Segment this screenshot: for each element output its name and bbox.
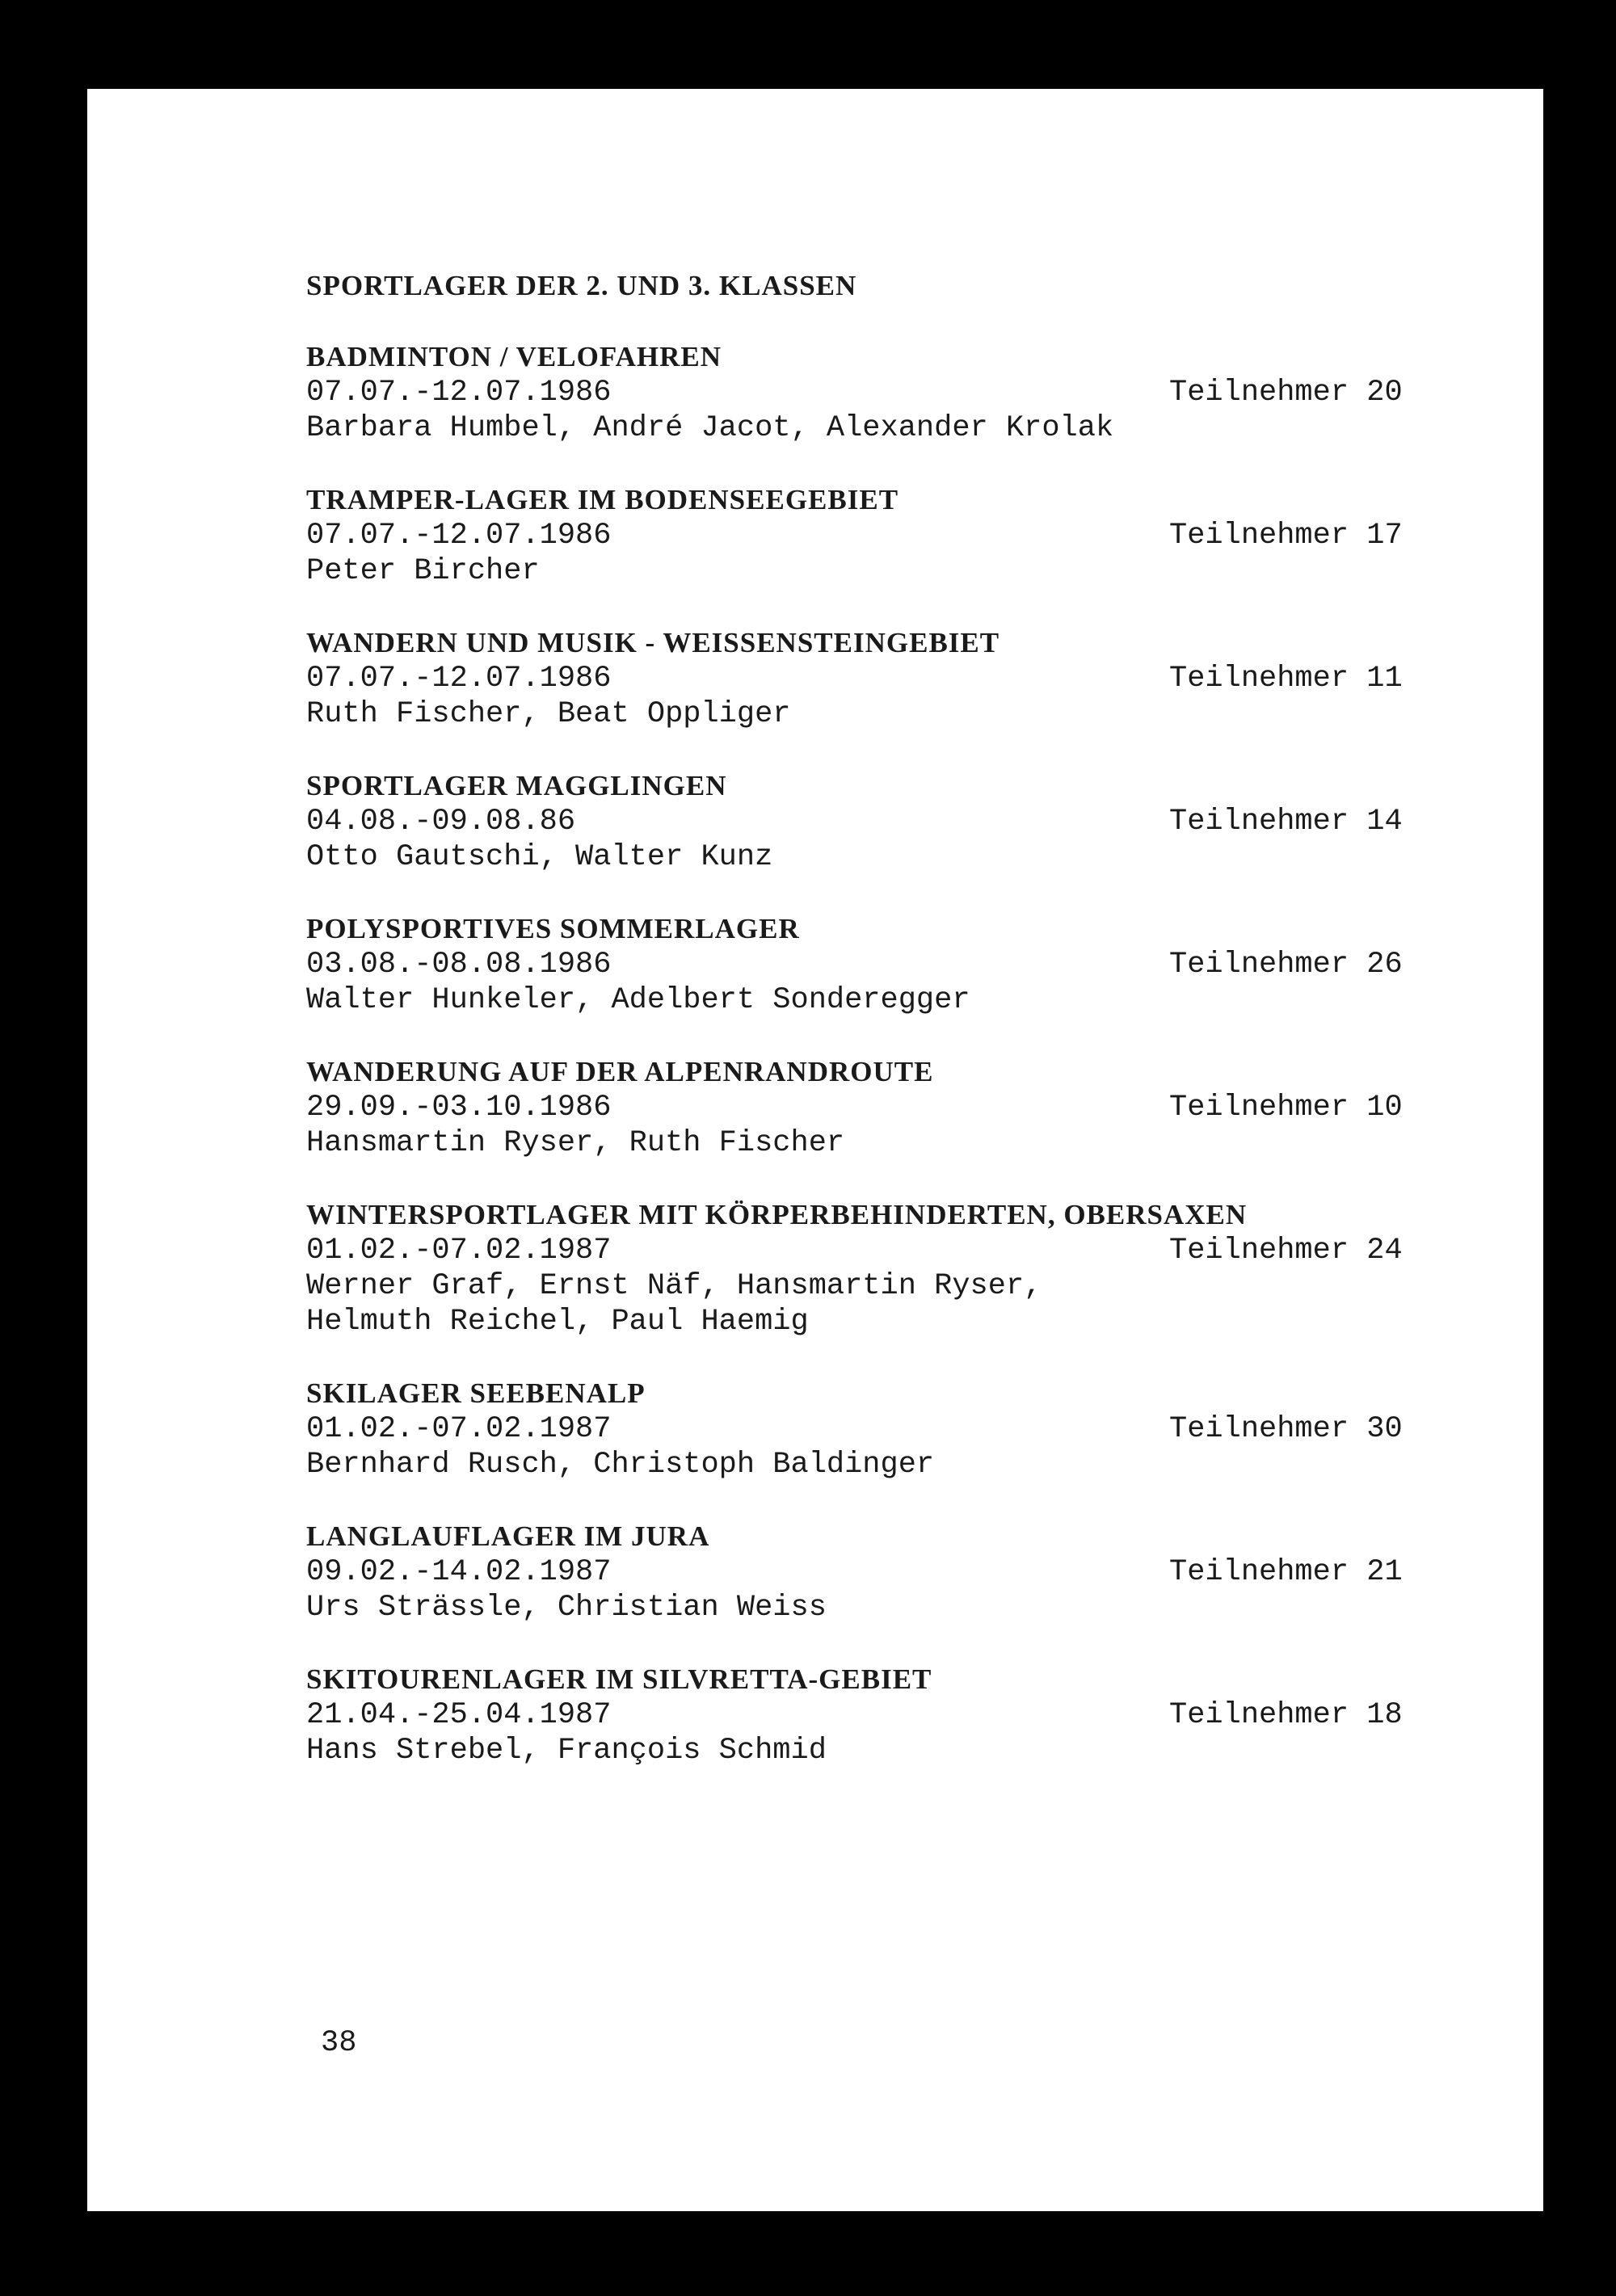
camp-date-row xyxy=(306,1233,1518,1268)
camp-dates: 07.07.-12.07.1986 xyxy=(306,376,612,410)
camp-title: POLYSPORTIVES SOMMERLAGER xyxy=(306,913,800,944)
camp-leaders: Werner Graf, Ernst Näf, Hansmartin Ryser, xyxy=(306,1269,1042,1303)
camp-leaders: Ruth Fischer, Beat Oppliger xyxy=(306,697,791,731)
camp-dates: 03.08.-08.08.1986 xyxy=(306,948,612,982)
camp-participants: Teilnehmer 20 xyxy=(1169,376,1403,410)
camp-date-row xyxy=(306,518,1518,553)
camp-date-row xyxy=(306,1090,1518,1125)
camp-dates: 01.02.-07.02.1987 xyxy=(306,1234,612,1268)
camp-title: SKILAGER SEEBENALP xyxy=(306,1377,646,1409)
page-number: 38 xyxy=(321,2026,357,2060)
camp-dates: 21.04.-25.04.1987 xyxy=(306,1698,612,1732)
camp-entry xyxy=(306,1662,1518,1768)
camp-entry xyxy=(306,1054,1518,1161)
page-content xyxy=(306,268,1518,1805)
camp-date-row xyxy=(306,1554,1518,1590)
camp-date-row xyxy=(306,947,1518,982)
camp-leaders: Otto Gautschi, Walter Kunz xyxy=(306,840,773,874)
camp-title: WINTERSPORTLAGER MIT KÖRPERBEHINDERTEN, OBERSAXEN xyxy=(306,1199,1248,1230)
camp-date-row xyxy=(306,661,1518,696)
camp-entry xyxy=(306,1376,1518,1482)
camp-title: BADMINTON / VELOFAHREN xyxy=(306,341,722,372)
camp-title: TRAMPER-LAGER IM BODENSEEGEBIET xyxy=(306,484,899,515)
camp-leaders: Bernhard Rusch, Christoph Baldinger xyxy=(306,1448,935,1482)
camp-entry xyxy=(306,1197,1518,1339)
camp-participants: Teilnehmer 26 xyxy=(1169,948,1403,982)
camp-participants: Teilnehmer 10 xyxy=(1169,1091,1403,1125)
camp-title: SPORTLAGER MAGGLINGEN xyxy=(306,770,727,801)
camp-leaders: Walter Hunkeler, Adelbert Sonderegger xyxy=(306,983,970,1017)
camp-participants: Teilnehmer 21 xyxy=(1169,1555,1403,1589)
camp-entry xyxy=(306,339,1518,446)
camp-leaders: Peter Bircher xyxy=(306,554,540,588)
camp-date-row xyxy=(306,1697,1518,1733)
camp-dates: 01.02.-07.02.1987 xyxy=(306,1412,612,1446)
camp-dates: 07.07.-12.07.1986 xyxy=(306,519,612,553)
camp-entry xyxy=(306,768,1518,875)
camp-participants: Teilnehmer 30 xyxy=(1169,1412,1403,1446)
camp-leaders: Hans Strebel, François Schmid xyxy=(306,1734,827,1768)
document-page xyxy=(87,89,1543,2211)
camp-leaders: Urs Strässle, Christian Weiss xyxy=(306,1591,827,1625)
camp-participants: Teilnehmer 11 xyxy=(1169,662,1403,696)
camp-leaders: Barbara Humbel, André Jacot, Alexander Krolak xyxy=(306,411,1114,445)
camp-participants: Teilnehmer 14 xyxy=(1169,805,1403,839)
camp-participants: Teilnehmer 17 xyxy=(1169,519,1403,553)
camp-title: LANGLAUFLAGER IM JURA xyxy=(306,1520,710,1552)
camp-date-row xyxy=(306,804,1518,839)
camp-leaders: Hansmartin Ryser, Ruth Fischer xyxy=(306,1126,845,1160)
camp-dates: 29.09.-03.10.1986 xyxy=(306,1091,612,1125)
camp-title: WANDERN UND MUSIK - WEISSENSTEINGEBIET xyxy=(306,627,1000,658)
camp-participants: Teilnehmer 24 xyxy=(1169,1234,1403,1268)
camp-dates: 07.07.-12.07.1986 xyxy=(306,662,612,696)
camp-title: WANDERUNG AUF DER ALPENRANDROUTE xyxy=(306,1056,934,1087)
camp-date-row xyxy=(306,375,1518,410)
camp-entry xyxy=(306,482,1518,589)
camp-list xyxy=(306,339,1518,1768)
camp-title: SKITOURENLAGER IM SILVRETTA-GEBIET xyxy=(306,1663,932,1695)
camp-date-row xyxy=(306,1411,1518,1447)
camp-entry xyxy=(306,911,1518,1018)
camp-entry xyxy=(306,1519,1518,1625)
camp-dates: 04.08.-09.08.86 xyxy=(306,805,576,839)
camp-entry xyxy=(306,625,1518,732)
camp-dates: 09.02.-14.02.1987 xyxy=(306,1555,612,1589)
camp-participants: Teilnehmer 18 xyxy=(1169,1698,1403,1732)
document-title: SPORTLAGER DER 2. UND 3. KLASSEN xyxy=(306,270,857,301)
camp-leaders: Helmuth Reichel, Paul Haemig xyxy=(306,1305,809,1339)
